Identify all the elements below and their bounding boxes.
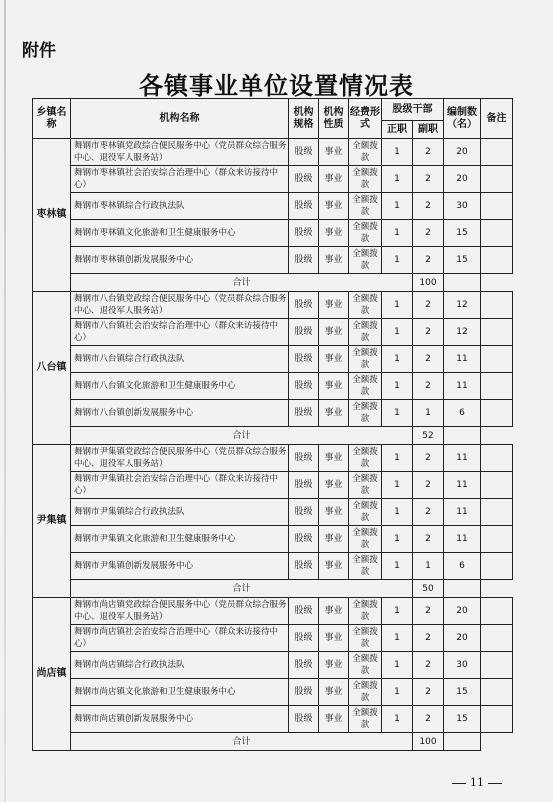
deputy-count: 2 xyxy=(413,625,444,652)
remark-cell xyxy=(481,625,513,652)
total-label: 合计 xyxy=(71,733,413,751)
chief-count: 1 xyxy=(382,499,413,526)
quota-count: 6 xyxy=(444,553,481,580)
header-spec: 机构规格 xyxy=(289,99,319,139)
fund-type: 全额拨款 xyxy=(349,445,382,472)
chief-count: 1 xyxy=(382,598,413,625)
quota-count: 20 xyxy=(444,625,481,652)
org-nature: 事业 xyxy=(319,139,349,166)
total-remark xyxy=(444,733,481,751)
org-spec: 股级 xyxy=(289,625,319,652)
chief-count: 1 xyxy=(382,346,413,373)
fund-type: 全额拨款 xyxy=(349,679,382,706)
fund-type: 全额拨款 xyxy=(349,193,382,220)
deputy-count: 2 xyxy=(413,220,444,247)
total-row xyxy=(33,580,513,598)
org-spec: 股级 xyxy=(289,166,319,193)
remark-cell xyxy=(481,319,513,346)
chief-count: 1 xyxy=(382,706,413,733)
chief-count: 1 xyxy=(382,166,413,193)
total-row xyxy=(33,733,513,751)
table-row xyxy=(33,292,513,319)
org-nature: 事业 xyxy=(319,373,349,400)
org-name: 舞钢市尹集镇党政综合便民服务中心（党员群众综合服务中心、退役军人服务站） xyxy=(71,445,289,472)
total-label: 合计 xyxy=(71,427,413,445)
fund-type: 全额拨款 xyxy=(349,292,382,319)
org-nature: 事业 xyxy=(319,445,349,472)
org-name: 舞钢市尹集镇社会治安综合治理中心（群众来访接待中心） xyxy=(71,472,289,499)
table-row xyxy=(33,346,513,373)
quota-count: 15 xyxy=(444,706,481,733)
remark-cell xyxy=(481,400,513,427)
total-remark xyxy=(444,274,481,292)
dash-right xyxy=(488,783,502,784)
quota-count: 12 xyxy=(444,319,481,346)
header-town: 乡镇名称 xyxy=(33,99,71,139)
deputy-count: 2 xyxy=(413,499,444,526)
table-row xyxy=(33,445,513,472)
fund-type: 全额拨款 xyxy=(349,247,382,274)
org-nature: 事业 xyxy=(319,166,349,193)
quota-count: 15 xyxy=(444,247,481,274)
dash-left xyxy=(452,783,466,784)
institution-table xyxy=(32,98,513,751)
table-row xyxy=(33,499,513,526)
chief-count: 1 xyxy=(382,292,413,319)
deputy-count: 2 xyxy=(413,193,444,220)
attachment-label: 附件 xyxy=(22,41,56,61)
table-row xyxy=(33,472,513,499)
org-nature: 事业 xyxy=(319,526,349,553)
fund-type: 全额拨款 xyxy=(349,400,382,427)
quota-count: 11 xyxy=(444,526,481,553)
quota-count: 30 xyxy=(444,193,481,220)
chief-count: 1 xyxy=(382,625,413,652)
deputy-count: 2 xyxy=(413,706,444,733)
header-org: 机构名称 xyxy=(71,99,289,139)
org-spec: 股级 xyxy=(289,400,319,427)
org-nature: 事业 xyxy=(319,472,349,499)
deputy-count: 2 xyxy=(413,319,444,346)
org-spec: 股级 xyxy=(289,652,319,679)
chief-count: 1 xyxy=(382,400,413,427)
org-name: 舞钢市尹集镇综合行政执法队 xyxy=(71,499,289,526)
org-name: 舞钢市尚店镇创新发展服务中心 xyxy=(71,706,289,733)
deputy-count: 2 xyxy=(413,445,444,472)
org-nature: 事业 xyxy=(319,400,349,427)
deputy-count: 1 xyxy=(413,553,444,580)
table-row xyxy=(33,247,513,274)
total-quota: 100 xyxy=(413,274,444,292)
quota-count: 20 xyxy=(444,598,481,625)
table-row xyxy=(33,166,513,193)
remark-cell xyxy=(481,346,513,373)
total-quota: 50 xyxy=(413,580,444,598)
town-name: 尹集镇 xyxy=(33,445,71,598)
remark-cell xyxy=(481,220,513,247)
remark-cell xyxy=(481,139,513,166)
deputy-count: 2 xyxy=(413,166,444,193)
org-nature: 事业 xyxy=(319,220,349,247)
org-nature: 事业 xyxy=(319,598,349,625)
deputy-count: 2 xyxy=(413,679,444,706)
total-label: 合计 xyxy=(71,274,413,292)
org-name: 舞钢市八台镇党政综合便民服务中心（党员群众综合服务中心、退役军人服务站） xyxy=(71,292,289,319)
chief-count: 1 xyxy=(382,553,413,580)
deputy-count: 2 xyxy=(413,598,444,625)
org-name: 舞钢市枣林镇综合行政执法队 xyxy=(71,193,289,220)
deputy-count: 2 xyxy=(413,247,444,274)
total-quota: 52 xyxy=(413,427,444,445)
org-nature: 事业 xyxy=(319,247,349,274)
remark-cell xyxy=(481,679,513,706)
table-row xyxy=(33,400,513,427)
quota-count: 15 xyxy=(444,220,481,247)
remark-cell xyxy=(481,598,513,625)
fund-type: 全额拨款 xyxy=(349,625,382,652)
org-spec: 股级 xyxy=(289,598,319,625)
org-spec: 股级 xyxy=(289,319,319,346)
fund-type: 全额拨款 xyxy=(349,598,382,625)
chief-count: 1 xyxy=(382,247,413,274)
remark-cell xyxy=(481,499,513,526)
deputy-count: 2 xyxy=(413,526,444,553)
remark-cell xyxy=(481,553,513,580)
quota-count: 11 xyxy=(444,472,481,499)
header-nature: 机构性质 xyxy=(319,99,349,139)
table-row xyxy=(33,319,513,346)
table-row xyxy=(33,220,513,247)
quota-count: 20 xyxy=(444,166,481,193)
org-nature: 事业 xyxy=(319,625,349,652)
deputy-count: 1 xyxy=(413,400,444,427)
chief-count: 1 xyxy=(382,445,413,472)
header-fund: 经费形式 xyxy=(349,99,382,139)
org-nature: 事业 xyxy=(319,706,349,733)
fund-type: 全额拨款 xyxy=(349,346,382,373)
org-nature: 事业 xyxy=(319,193,349,220)
org-name: 舞钢市枣林镇党政综合便民服务中心（党员群众综合服务中心、退役军人服务站） xyxy=(71,139,289,166)
deputy-count: 2 xyxy=(413,373,444,400)
org-name: 舞钢市八台镇社会治安综合治理中心（群众来访接待中心） xyxy=(71,319,289,346)
org-nature: 事业 xyxy=(319,652,349,679)
org-name: 舞钢市尚店镇文化旅游和卫生健康服务中心 xyxy=(71,679,289,706)
quota-count: 15 xyxy=(444,679,481,706)
remark-cell xyxy=(481,193,513,220)
deputy-count: 2 xyxy=(413,346,444,373)
deputy-count: 2 xyxy=(413,652,444,679)
table-row xyxy=(33,373,513,400)
org-name: 舞钢市枣林镇社会治安综合治理中心（群众来访接待中心） xyxy=(71,166,289,193)
chief-count: 1 xyxy=(382,652,413,679)
table-body xyxy=(33,139,513,751)
table-row xyxy=(33,598,513,625)
fund-type: 全额拨款 xyxy=(349,319,382,346)
table-row xyxy=(33,139,513,166)
org-nature: 事业 xyxy=(319,346,349,373)
header-cadre: 股级干部 xyxy=(382,99,444,121)
quota-count: 30 xyxy=(444,652,481,679)
deputy-count: 2 xyxy=(413,292,444,319)
document-title: 各镇事业单位设置情况表 xyxy=(139,71,414,100)
chief-count: 1 xyxy=(382,472,413,499)
fund-type: 全额拨款 xyxy=(349,220,382,247)
remark-cell xyxy=(481,247,513,274)
org-name: 舞钢市尚店镇综合行政执法队 xyxy=(71,652,289,679)
org-spec: 股级 xyxy=(289,472,319,499)
fund-type: 全额拨款 xyxy=(349,139,382,166)
quota-count: 20 xyxy=(444,139,481,166)
org-name: 舞钢市尚店镇社会治安综合治理中心（群众来访接待中心） xyxy=(71,625,289,652)
fund-type: 全额拨款 xyxy=(349,499,382,526)
org-spec: 股级 xyxy=(289,193,319,220)
org-name: 舞钢市尚店镇党政综合便民服务中心（党员群众综合服务中心、退役军人服务站） xyxy=(71,598,289,625)
page-number-text: 11 xyxy=(470,776,484,789)
chief-count: 1 xyxy=(382,373,413,400)
chief-count: 1 xyxy=(382,193,413,220)
org-spec: 股级 xyxy=(289,139,319,166)
deputy-count: 2 xyxy=(413,139,444,166)
table-row xyxy=(33,679,513,706)
org-name: 舞钢市尹集镇创新发展服务中心 xyxy=(71,553,289,580)
chief-count: 1 xyxy=(382,319,413,346)
org-nature: 事业 xyxy=(319,499,349,526)
table-row xyxy=(33,193,513,220)
remark-cell xyxy=(481,472,513,499)
org-spec: 股级 xyxy=(289,247,319,274)
org-spec: 股级 xyxy=(289,373,319,400)
total-remark xyxy=(444,580,481,598)
total-quota: 100 xyxy=(413,733,444,751)
org-name: 舞钢市枣林镇创新发展服务中心 xyxy=(71,247,289,274)
fund-type: 全额拨款 xyxy=(349,526,382,553)
org-spec: 股级 xyxy=(289,706,319,733)
fund-type: 全额拨款 xyxy=(349,166,382,193)
town-name: 枣林镇 xyxy=(33,139,71,292)
header-deputy: 副职 xyxy=(413,121,444,139)
table-row xyxy=(33,652,513,679)
remark-cell xyxy=(481,445,513,472)
chief-count: 1 xyxy=(382,139,413,166)
header-quota: 编制数（名） xyxy=(444,99,481,139)
total-row xyxy=(33,274,513,292)
chief-count: 1 xyxy=(382,220,413,247)
town-name: 尚店镇 xyxy=(33,598,71,751)
fund-type: 全额拨款 xyxy=(349,652,382,679)
fund-type: 全额拨款 xyxy=(349,472,382,499)
deputy-count: 2 xyxy=(413,472,444,499)
header-chief: 正职 xyxy=(382,121,413,139)
page-edge xyxy=(4,0,6,802)
org-name: 舞钢市八台镇文化旅游和卫生健康服务中心 xyxy=(71,373,289,400)
header-remark: 备注 xyxy=(481,99,513,139)
org-nature: 事业 xyxy=(319,292,349,319)
org-name: 舞钢市八台镇综合行政执法队 xyxy=(71,346,289,373)
org-spec: 股级 xyxy=(289,679,319,706)
org-spec: 股级 xyxy=(289,499,319,526)
total-row xyxy=(33,427,513,445)
quota-count: 11 xyxy=(444,373,481,400)
remark-cell xyxy=(481,652,513,679)
table-row xyxy=(33,526,513,553)
remark-cell xyxy=(481,166,513,193)
remark-cell xyxy=(481,706,513,733)
org-name: 舞钢市尹集镇文化旅游和卫生健康服务中心 xyxy=(71,526,289,553)
quota-count: 12 xyxy=(444,292,481,319)
org-name: 舞钢市八台镇创新发展服务中心 xyxy=(71,400,289,427)
org-name: 舞钢市枣林镇文化旅游和卫生健康服务中心 xyxy=(71,220,289,247)
town-name: 八台镇 xyxy=(33,292,71,445)
header-row xyxy=(33,99,513,121)
org-spec: 股级 xyxy=(289,553,319,580)
org-nature: 事业 xyxy=(319,679,349,706)
fund-type: 全额拨款 xyxy=(349,553,382,580)
quota-count: 6 xyxy=(444,400,481,427)
table-row xyxy=(33,625,513,652)
remark-cell xyxy=(481,526,513,553)
total-label: 合计 xyxy=(71,580,413,598)
table-row xyxy=(33,706,513,733)
page-number xyxy=(448,776,506,789)
org-spec: 股级 xyxy=(289,220,319,247)
org-spec: 股级 xyxy=(289,445,319,472)
org-spec: 股级 xyxy=(289,526,319,553)
chief-count: 1 xyxy=(382,526,413,553)
org-spec: 股级 xyxy=(289,346,319,373)
remark-cell xyxy=(481,373,513,400)
quota-count: 11 xyxy=(444,346,481,373)
fund-type: 全额拨款 xyxy=(349,373,382,400)
org-spec: 股级 xyxy=(289,292,319,319)
fund-type: 全额拨款 xyxy=(349,706,382,733)
quota-count: 11 xyxy=(444,445,481,472)
org-nature: 事业 xyxy=(319,319,349,346)
table-row xyxy=(33,553,513,580)
remark-cell xyxy=(481,292,513,319)
chief-count: 1 xyxy=(382,679,413,706)
total-remark xyxy=(444,427,481,445)
quota-count: 11 xyxy=(444,499,481,526)
org-nature: 事业 xyxy=(319,553,349,580)
